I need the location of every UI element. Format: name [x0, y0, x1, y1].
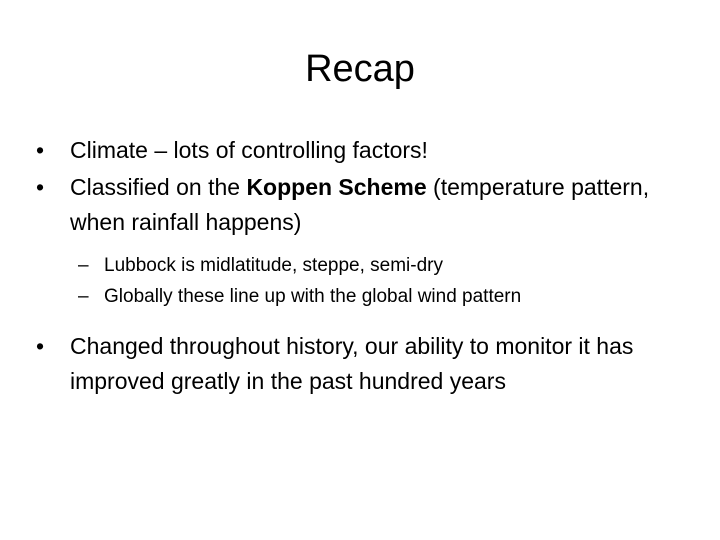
sub-bullet-text: Globally these line up with the global wind pattern — [104, 286, 522, 307]
bullet-item — [36, 170, 700, 240]
sub-bullet-item — [36, 285, 700, 309]
sub-bullet-marker: – — [78, 286, 89, 307]
sub-bullet-marker: – — [78, 255, 89, 276]
sub-bullet-text: Lubbock is midlatitude, steppe, semi-dry — [104, 255, 443, 276]
slide-content — [36, 133, 700, 399]
slide-title: Recap — [305, 48, 415, 90]
bullet-text: Changed throughout history, our ability to monitor it has improved greatly in the past hundred years — [70, 333, 634, 394]
bullet-text-after: (temperature pattern, when rainfall happens) — [70, 174, 650, 235]
bullet-bold-term: Koppen Scheme — [246, 174, 427, 200]
bullet-item — [36, 133, 700, 168]
bullet-marker: • — [36, 174, 45, 200]
sub-bullet-item — [36, 254, 700, 278]
bullet-marker: • — [36, 333, 45, 359]
bullet-text-before: Classified on the — [70, 174, 247, 200]
bullet-text: Climate – lots of controlling factors! — [70, 137, 428, 163]
bullet-item — [36, 329, 700, 399]
bullet-marker: • — [36, 137, 45, 163]
